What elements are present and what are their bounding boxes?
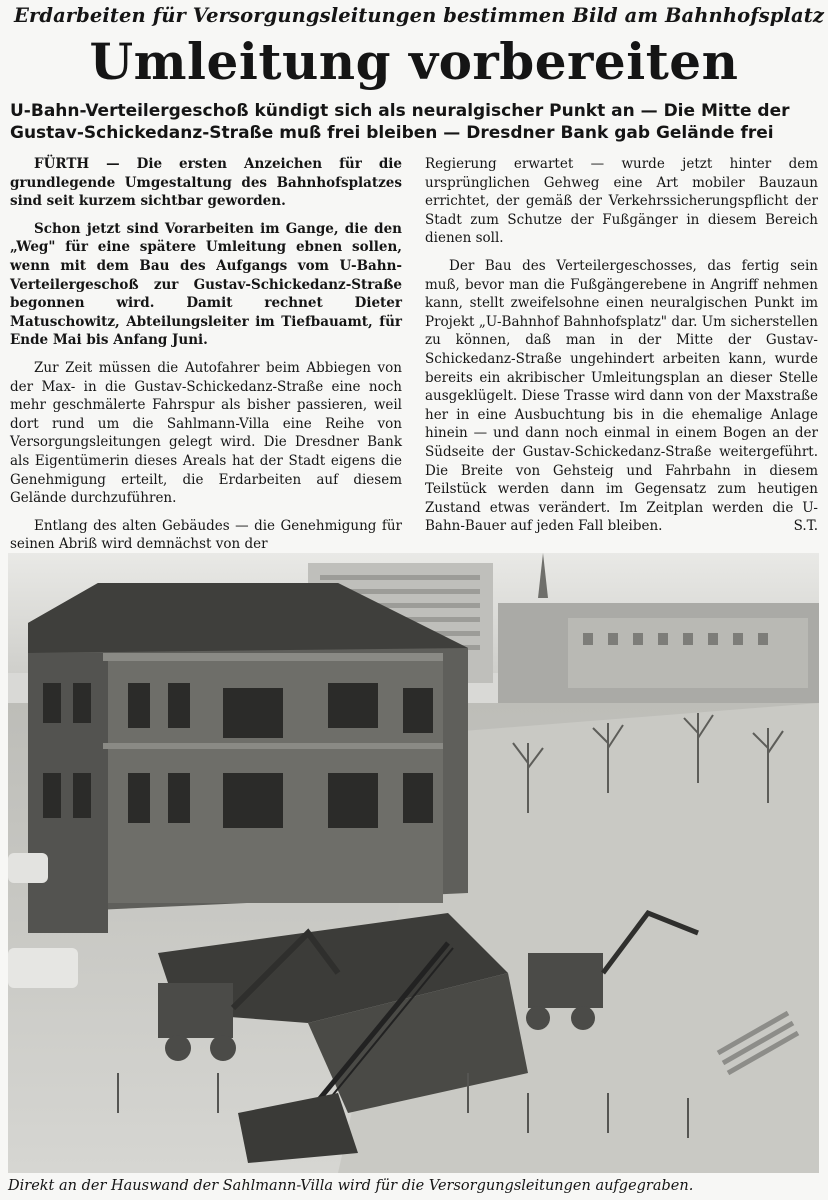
body-paragraph: Zur Zeit müssen die Autofahrer beim Abbiegen von der Max- in die Gustav-Schickedanz-Straße eine noch mehr geschmälerte Fahrspur als bisher passieren, weil dort rund um die Sahlmann-Villa eine Reihe von Versorgungsleitungen gelegt wird. Die Dresdner Bank als Eigentümerin dieses Areals hat der Stadt eigens die Genehmigung erteilt, die Erdarbeiten auf diesem Gelände durchzuführen. — [10, 359, 402, 507]
photo-illustration — [8, 553, 819, 1173]
article-kicker: Erdarbeiten für Versorgungsleitungen bestimmen Bild am Bahnhofsplatz — [14, 4, 825, 27]
construction-site-photo — [8, 553, 819, 1173]
body-paragraph: Entlang des alten Gebäudes — die Genehmigung für seinen Abriß wird demnächst von der — [10, 517, 402, 553]
article-deck — [10, 100, 822, 144]
deck-line: Gustav-Schickedanz-Straße muß frei bleiben — Dresdner Bank gab Gelände frei — [10, 123, 774, 143]
body-paragraph-text: Der Bau des Verteilergeschosses, das fertig sein muß, bevor man die Fußgängerebene in Angriff nehmen kann, stellt zweifelsohne einen neuralgischen Punkt im Projekt „U-Bahnhof Bahnhofsplatz" dar. Um sicherstellen zu können, daß man in der Mitte der Gustav-Schickedanz-Straße ungehindert arbeiten kann, wurde bereits ein akribischer Umleitungsplan an dieser Stelle ausgeklügelt. Diese Trasse wird dann von der Maxstraße her in eine Ausbuchtung bis in die ehemalige Anlage hinein — und dann noch einmal in einem Bogen an der Südseite der Gustav-Schickedanz-Straße weitergeführt. Die Breite von Gehsteig und Fahrbahn in diesem Teilstück werden dann im Gegensatz zum heutigen Zustand etwas verändert. Im Zeitplan werden die U-Bahn-Bauer auf jeden Fall bleiben. — [425, 257, 818, 535]
body-paragraph — [425, 257, 818, 536]
lead-paragraph: FÜRTH — Die ersten Anzeichen für die grundlegende Umgestaltung des Bahnhofsplatzes sind seit kurzem sichtbar geworden. — [10, 156, 402, 210]
body-paragraph: Regierung erwartet — wurde jetzt hinter dem ursprünglichen Gehweg eine Art mobiler Bauzaun errichtet, der gemäß der Verkehrssicherungspflicht der Stadt zum Schutze der Fußgänger in diesem Bereich dienen soll. — [425, 156, 818, 247]
article-headline: Umleitung vorbereiten — [89, 32, 739, 91]
text-column-left — [10, 155, 402, 563]
photo-caption: Direkt an der Hauswand der Sahlmann-Villa wird für die Versorgungsleitungen aufgegraben. — [8, 1178, 694, 1194]
lead-paragraph: Schon jetzt sind Vorarbeiten im Gange, die den „Weg" für eine spätere Umleitung ebnen sollen, wenn mit dem Bau des Aufgangs vom U-Bahn-Verteilergeschoß zur Gustav-Schickedanz-Straße begonnen wird. Damit rechnet Dieter Matuschowitz, Abteilungsleiter im Tiefbauamt, für Ende Mai bis Anfang Juni. — [10, 220, 402, 349]
author-signature: S.T. — [793, 518, 818, 535]
deck-line: U-Bahn-Verteilergeschoß kündigt sich als neuralgischer Punkt an — Die Mitte der — [10, 101, 790, 121]
text-column-right — [425, 155, 818, 545]
